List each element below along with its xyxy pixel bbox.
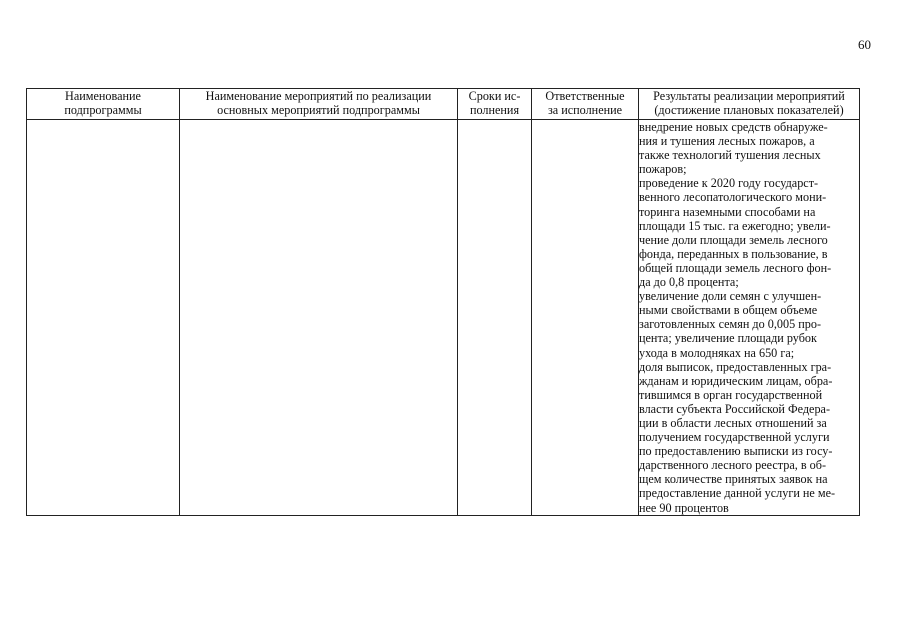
results-line: дарственного лесного реестра, в об- [639,458,827,473]
results-line: нее 90 процентов [639,500,729,515]
cell-measures [180,120,458,516]
results-line: жданам и юридическим лицам, обра- [639,373,833,388]
results-line: чение доли площади земель лесного [639,232,828,247]
results-line: увеличение доли семян с улучшен- [639,289,822,304]
cell-deadlines [458,120,532,516]
results-line: также технологий тушения лесных [639,148,821,163]
header-measures: Наименование мероприятий по реализации основных мероприятий подпрограммы [180,89,458,120]
results-line: по предоставлению выписки из госу- [639,444,833,459]
header-responsible: Ответственные за исполнение [532,89,639,120]
results-line: тившимся в орган государственной [639,387,823,402]
results-line: заготовленных семян до 0,005 про- [639,317,822,332]
results-line: доля выписок, предоставленных гра- [639,359,832,374]
cell-responsible [532,120,639,516]
results-line: внедрение новых средств обнаруже- [639,120,828,134]
table-row [27,120,860,516]
results-line: ции в области лесных отношений за [639,415,827,430]
results-line: торинга наземными способами на [639,204,816,219]
results-line: венного лесопатологического мони- [639,190,827,205]
results-line: общей площади земель лесного фон- [639,260,832,275]
program-table [26,88,860,516]
results-line: ния и тушения лесных пожаров, а [639,134,815,149]
results-line: да до 0,8 процента; [639,275,739,290]
results-line: пожаров; [639,162,687,177]
results-line: фонда, переданных в пользование, в [639,246,828,261]
results-line: предоставление данной услуги не ме- [639,486,836,501]
results-line: площади 15 тыс. га ежегодно; увели- [639,218,831,233]
results-line: ными свойствами в общем объеме [639,303,818,318]
page-number: 60 [858,37,871,52]
cell-subprogram [27,120,180,516]
results-line: проведение к 2020 году государст- [639,176,819,191]
results-line: цента; увеличение площади рубок [639,331,817,346]
cell-results [639,120,860,516]
header-results: Результаты реализации мероприятий (достижение плановых показателей) [639,89,860,120]
results-line: ухода в молодняках на 650 га; [639,345,795,360]
table-header-row [27,89,860,120]
header-subprogram: Наименование подпрограммы [27,89,180,120]
results-line: власти субъекта Российской Федера- [639,401,831,416]
results-line: получением государственной услуги [639,430,830,445]
results-line: щем количестве принятых заявок на [639,472,828,487]
header-deadlines: Сроки ис- полнения [458,89,532,120]
